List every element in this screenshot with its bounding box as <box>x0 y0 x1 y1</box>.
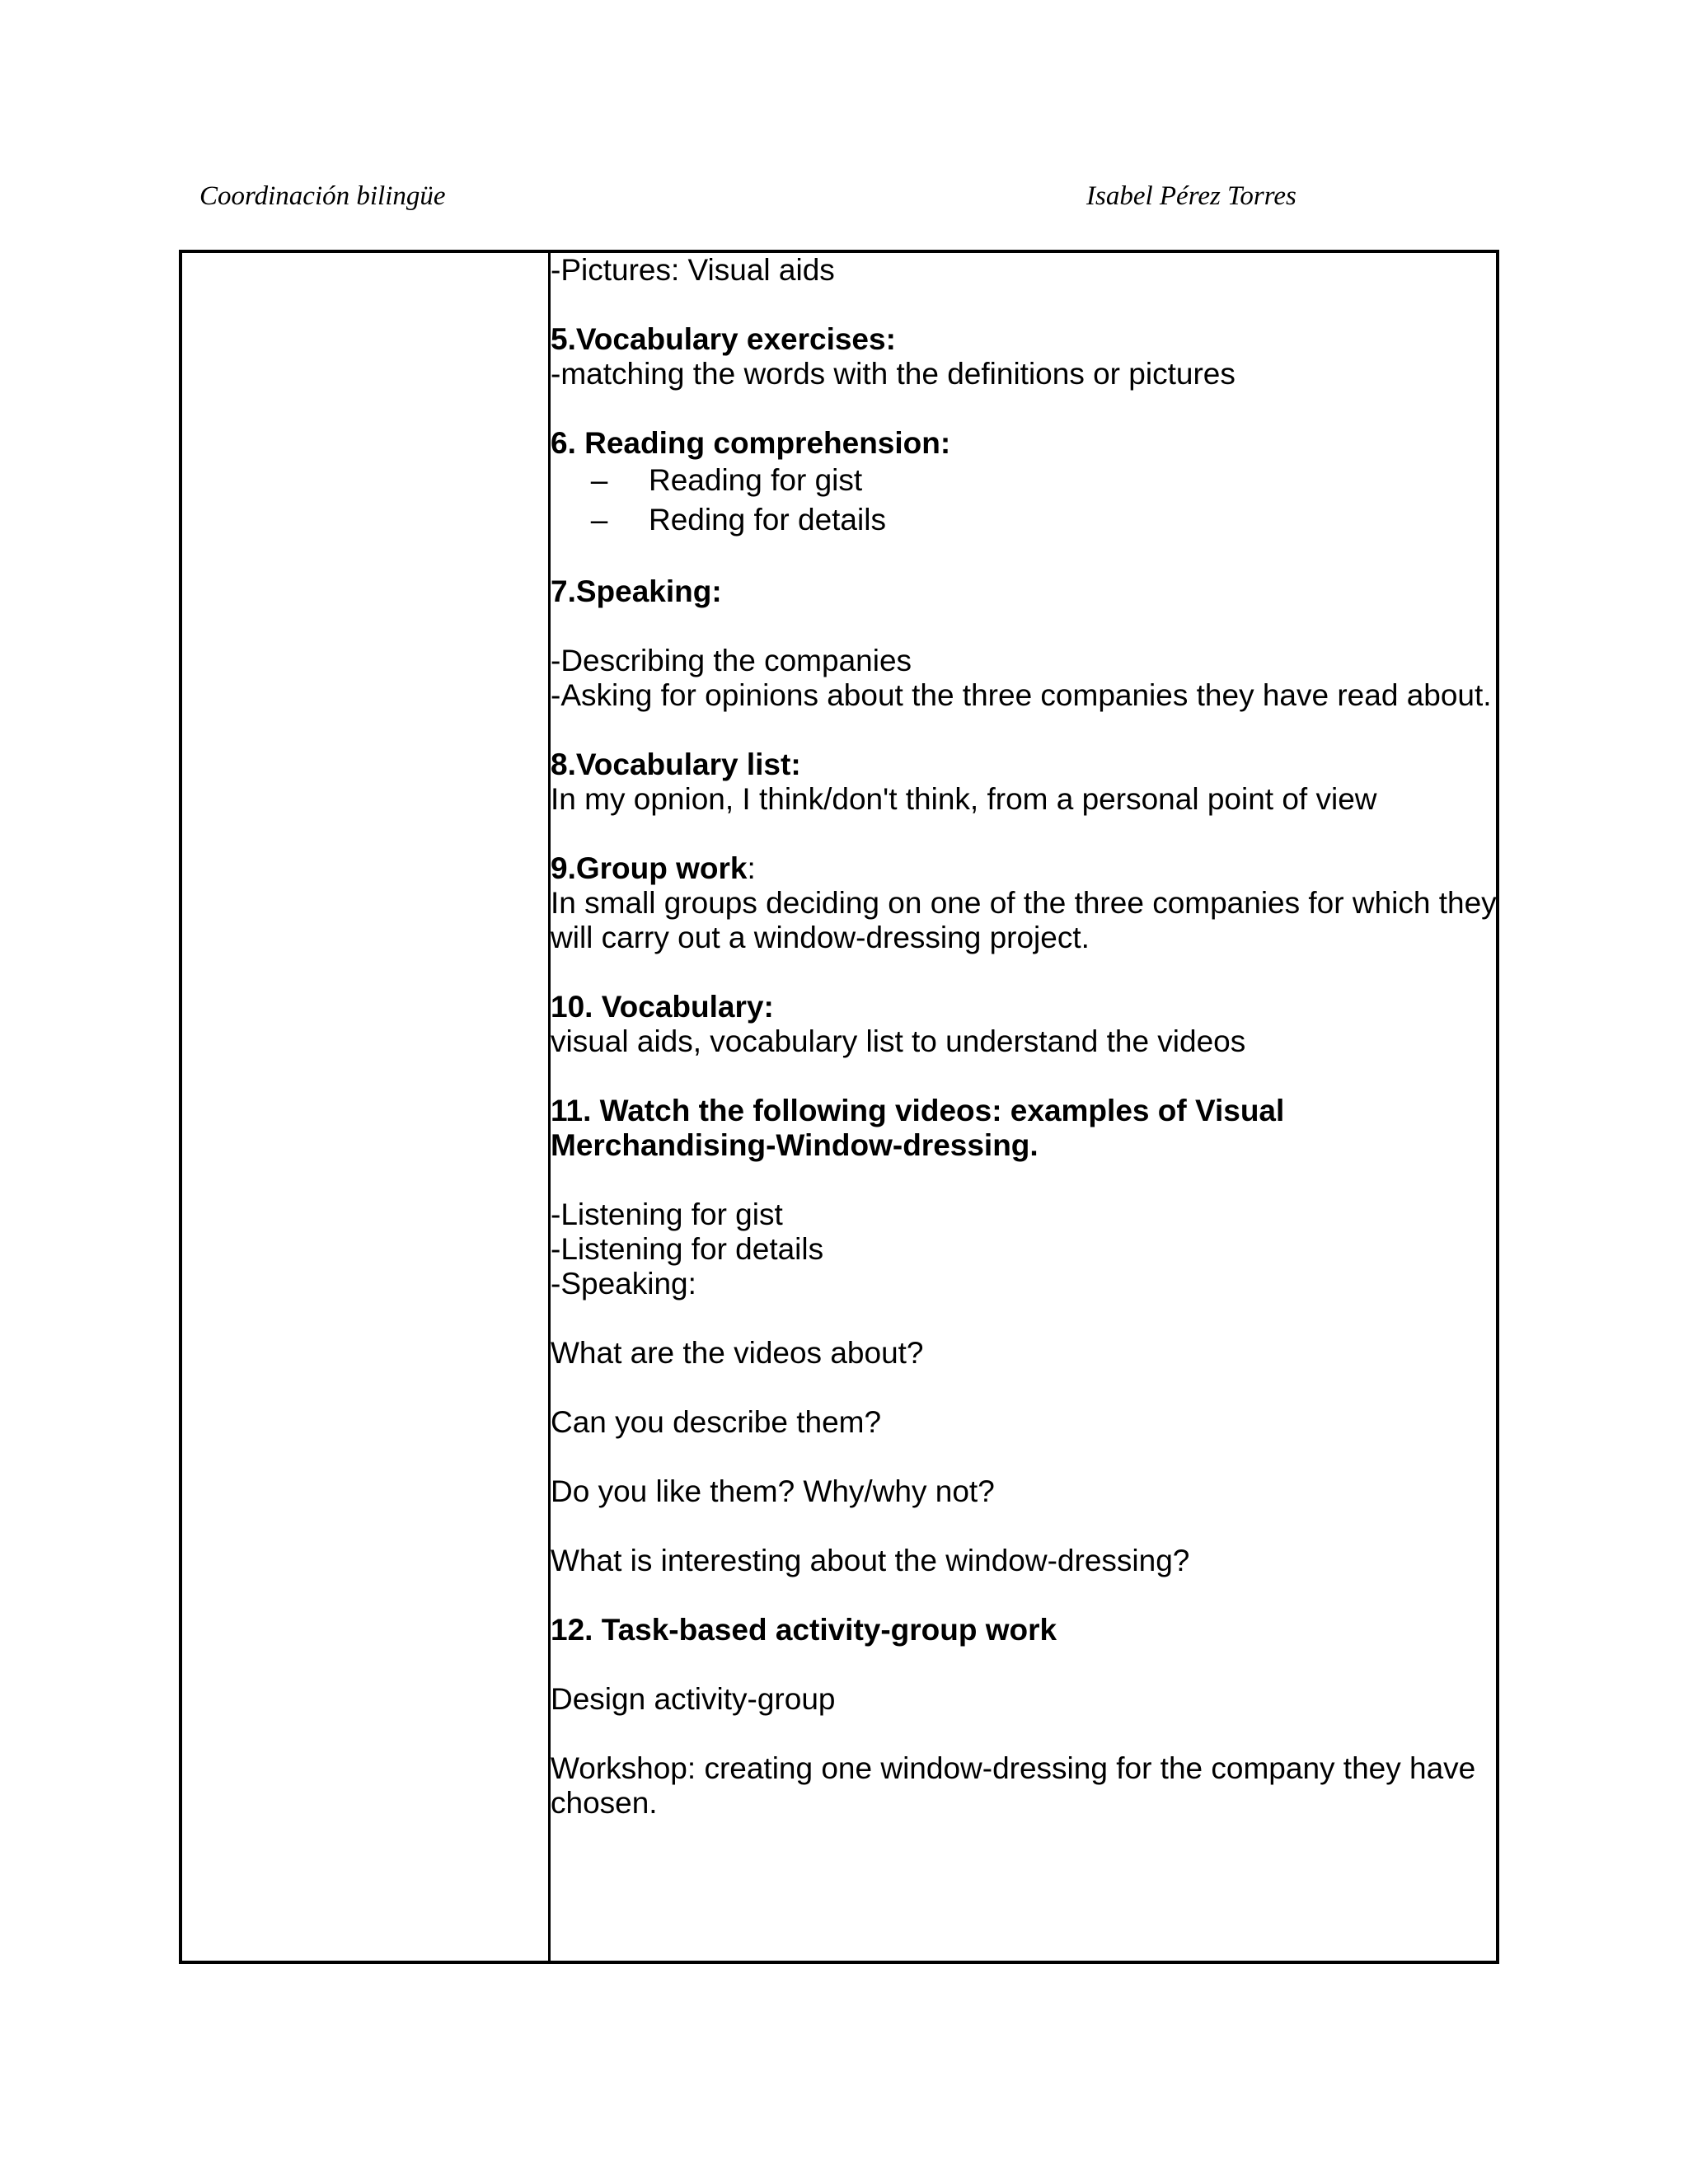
group-work-colon: : <box>747 851 756 885</box>
reading-comprehension-heading: 6. Reading comprehension: <box>551 426 951 460</box>
question-1: What are the videos about? <box>551 1336 924 1370</box>
design-activity: Design activity-group <box>551 1682 836 1716</box>
vocabulary-list-text: In my opnion, I think/don't think, from a personal point of view <box>551 782 1377 816</box>
question-2: Can you describe them? <box>551 1405 882 1439</box>
workshop-line1: Workshop: creating one window-dressing for the company they have <box>551 1751 1476 1785</box>
content-table <box>179 250 1499 1964</box>
reading-item-text: Reading for gist <box>649 463 863 497</box>
bullet-dash: – <box>590 503 608 537</box>
watch-videos-heading-line2: Merchandising-Window-dressing. <box>551 1128 1039 1162</box>
vocabulary-exercises-text: -matching the words with the definitions or pictures <box>551 357 1236 391</box>
reading-item <box>551 461 1498 500</box>
speaking-describe: -Describing the companies <box>551 644 912 677</box>
workshop-line2: chosen. <box>551 1786 658 1820</box>
speaking-heading: 7.Speaking: <box>551 574 722 608</box>
listening-details: -Listening for details <box>551 1232 824 1266</box>
listening-gist: -Listening for gist <box>551 1197 783 1231</box>
group-work-text-line2: will carry out a window-dressing project. <box>551 921 1090 954</box>
group-work-text-line1: In small groups deciding on one of the three companies for which they <box>551 886 1497 920</box>
header-left-text: Coordinación bilingüe <box>199 181 446 211</box>
group-work-heading <box>551 851 1498 886</box>
speaking-opinions: -Asking for opinions about the three companies they have read about. <box>551 678 1492 712</box>
vocabulary-list-heading: 8.Vocabulary list: <box>551 748 801 781</box>
vocabulary-exercises-heading: 5.Vocabulary exercises: <box>551 322 896 356</box>
bullet-dash: – <box>590 463 608 497</box>
header-right-text: Isabel Pérez Torres <box>1086 181 1296 211</box>
table-right-cell <box>551 253 1498 1821</box>
question-4: What is interesting about the window-dressing? <box>551 1544 1190 1577</box>
watch-videos-heading-line1: 11. Watch the following videos: examples of Visual <box>551 1094 1285 1127</box>
task-based-heading: 12. Task-based activity-group work <box>551 1613 1057 1647</box>
reading-item-text: Reding for details <box>649 503 886 537</box>
pictures-line: -Pictures: Visual aids <box>551 253 835 287</box>
group-work-title: 9.Group work <box>551 851 748 885</box>
vocabulary-10-heading: 10. Vocabulary: <box>551 990 774 1024</box>
speaking-label: -Speaking: <box>551 1267 696 1301</box>
question-3: Do you like them? Why/why not? <box>551 1474 995 1508</box>
vocabulary-10-text: visual aids, vocabulary list to understand the videos <box>551 1024 1246 1058</box>
reading-item <box>551 500 1498 540</box>
